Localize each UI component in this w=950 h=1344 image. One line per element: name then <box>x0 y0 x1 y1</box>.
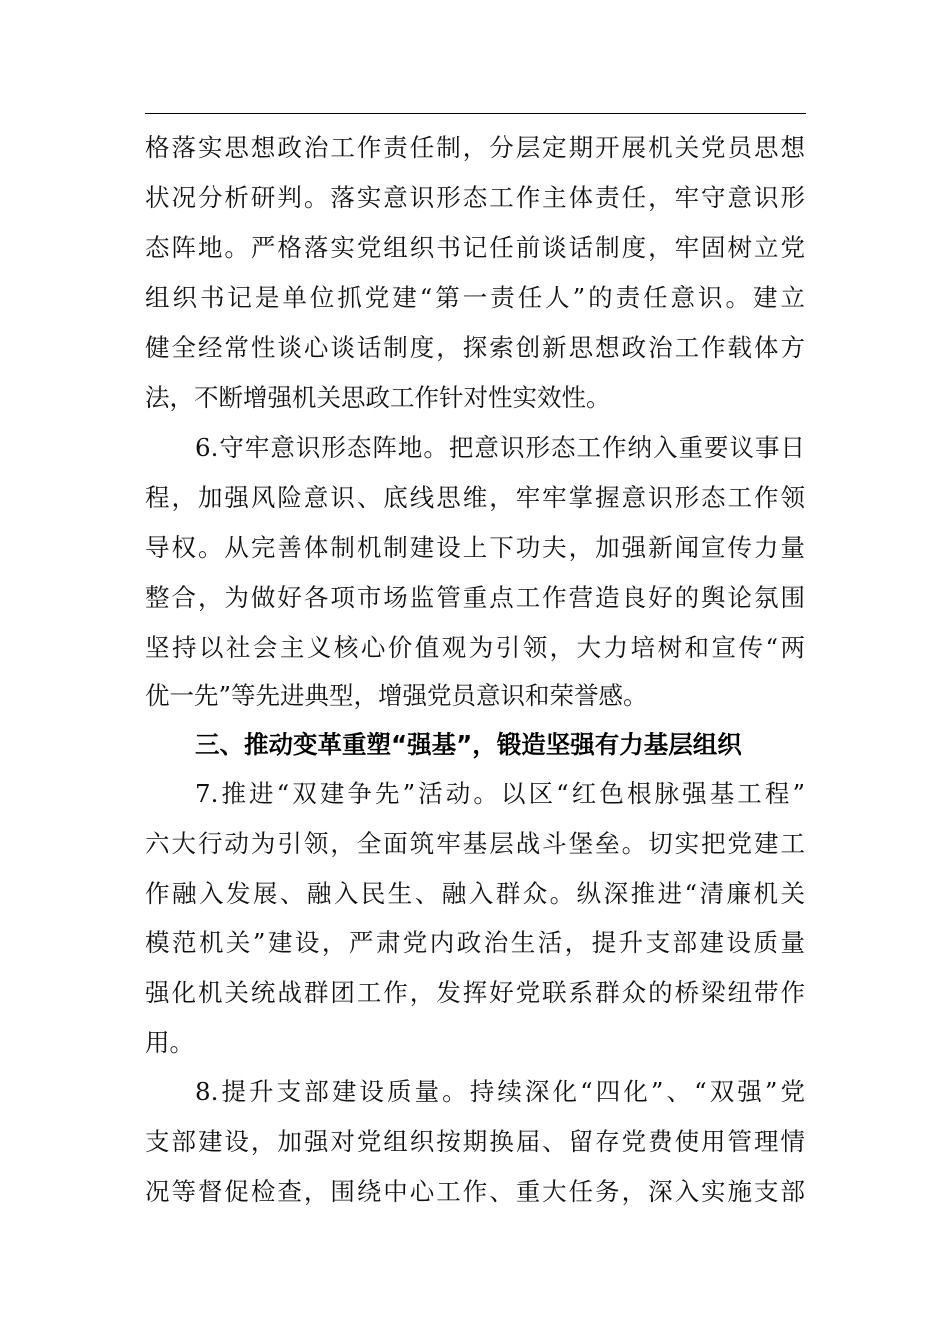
text-line: 模范机关”建设，严肃党内政治生活，提升支部建设质量 <box>145 928 805 957</box>
text-line: 作融入发展、融入民生、融入群众。纵深推进“清廉机关 <box>145 879 805 908</box>
text-line: 格落实思想政治工作责任制，分层定期开展机关党员思想 <box>145 133 805 162</box>
text-line: 状况分析研判。落实意识形态工作主体责任，牢守意识形 <box>145 183 805 212</box>
paragraph-start-line: 7.推进“双建争先”活动。以区“红色根脉强基工程” <box>195 779 805 808</box>
text-line: 法，不断增强机关思政工作针对性实效性。 <box>145 383 611 412</box>
text-line: 六大行动为引领，全面筑牢基层战斗堡垒。切实把党建工 <box>145 829 805 858</box>
text-line: 程，加强风险意识、底线思维，牢牢掌握意识形态工作领 <box>145 483 805 512</box>
text-line: 坚持以社会主义核心价值观为引领，大力培树和宣传“两 <box>145 633 805 662</box>
text-line: 用。 <box>145 1028 194 1057</box>
paragraph-start-line: 6.守牢意识形态阵地。把意识形态工作纳入重要议事日 <box>195 433 805 462</box>
text-line: 组织书记是单位抓党建“第一责任人”的责任意识。建立 <box>145 283 805 312</box>
text-line: 优一先”等先进典型，增强党员意识和荣誉感。 <box>145 681 648 710</box>
text-line: 强化机关统战群团工作，发挥好党联系群众的桥梁纽带作 <box>145 978 805 1007</box>
text-line: 整合，为做好各项市场监管重点工作营造良好的舆论氛围 <box>145 583 805 612</box>
header-rule <box>145 113 806 114</box>
text-line: 态阵地。严格落实党组织书记任前谈话制度，牢固树立党 <box>145 233 805 262</box>
text-line: 况等督促检查，围绕中心工作、重大任务，深入实施支部 <box>145 1177 805 1206</box>
text-line: 健全经常性谈心谈话制度，探索创新思想政治工作载体方 <box>145 333 805 362</box>
paragraph-start-line: 8.提升支部建设质量。持续深化“四化”、“双强”党 <box>195 1077 805 1106</box>
section-heading: 三、推动变革重塑“强基”，锻造坚强有力基层组织 <box>195 730 742 759</box>
text-line: 导权。从完善体制机制建设上下功夫，加强新闻宣传力量 <box>145 533 805 562</box>
text-line: 支部建设，加强对党组织按期换届、留存党费使用管理情 <box>145 1127 805 1156</box>
